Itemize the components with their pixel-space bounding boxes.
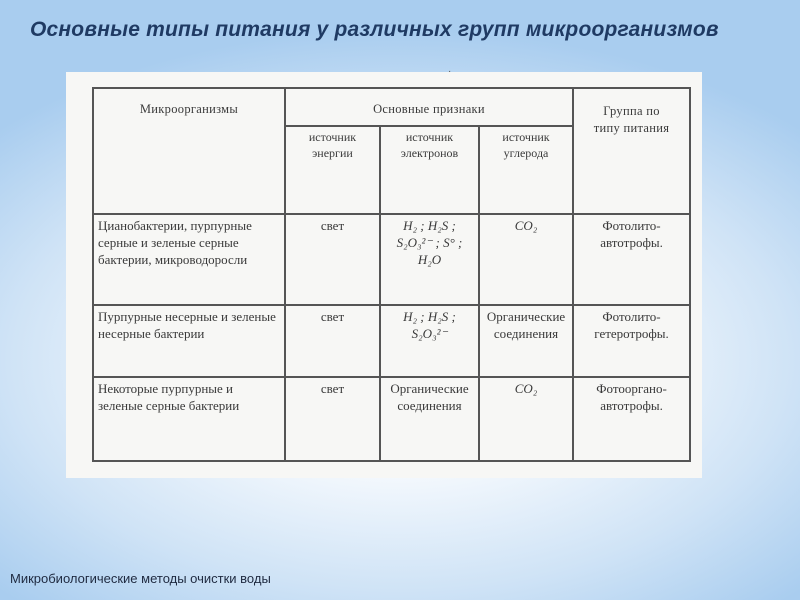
table-row	[93, 214, 690, 305]
cell-organisms: Пурпурные несерные и зеленые несерные бактерии	[93, 305, 285, 377]
slide-title: Основные типы питания у различных групп микроорганизмов	[30, 18, 719, 41]
cell-carbon: CO₂	[479, 377, 573, 461]
cell-group: Фотооргано-автотрофы.	[573, 377, 690, 461]
header-energy-source: источник энергии	[285, 126, 380, 214]
cell-energy: свет	[285, 305, 380, 377]
scan-artifact: ·	[448, 66, 452, 77]
table-row	[93, 377, 690, 461]
header-carbon-source: источник углерода	[479, 126, 573, 214]
nutrition-types-table	[92, 87, 691, 462]
cell-electrons: H₂ ; H₂S ; S₂O₃²⁻	[380, 305, 479, 377]
cell-energy: свет	[285, 377, 380, 461]
cell-group: Фотолито-автотрофы.	[573, 214, 690, 305]
scanned-table-image	[66, 66, 702, 478]
cell-carbon: CO₂	[479, 214, 573, 305]
footer-caption: Микробиологические методы очистки воды	[10, 571, 271, 586]
cell-energy: свет	[285, 214, 380, 305]
header-nutrition-group: Группа по типу питания	[573, 88, 690, 214]
cell-organisms: Некоторые пурпурные и зеленые серные бактерии	[93, 377, 285, 461]
table-header-row	[93, 88, 690, 126]
header-microorganisms: Микроорганизмы	[93, 88, 285, 214]
cell-group: Фотолито-гетеротрофы.	[573, 305, 690, 377]
cell-electrons: H₂ ; H₂S ; S₂O₃²⁻ ; S° ; H₂O	[380, 214, 479, 305]
table-row	[93, 305, 690, 377]
cell-organisms: Цианобактерии, пурпурные серные и зеленые серные бактерии, микроводоросли	[93, 214, 285, 305]
header-main-features: Основные признаки	[285, 88, 573, 126]
cell-carbon: Органические соединения	[479, 305, 573, 377]
header-electron-source: источник электронов	[380, 126, 479, 214]
cell-electrons: Органические соединения	[380, 377, 479, 461]
